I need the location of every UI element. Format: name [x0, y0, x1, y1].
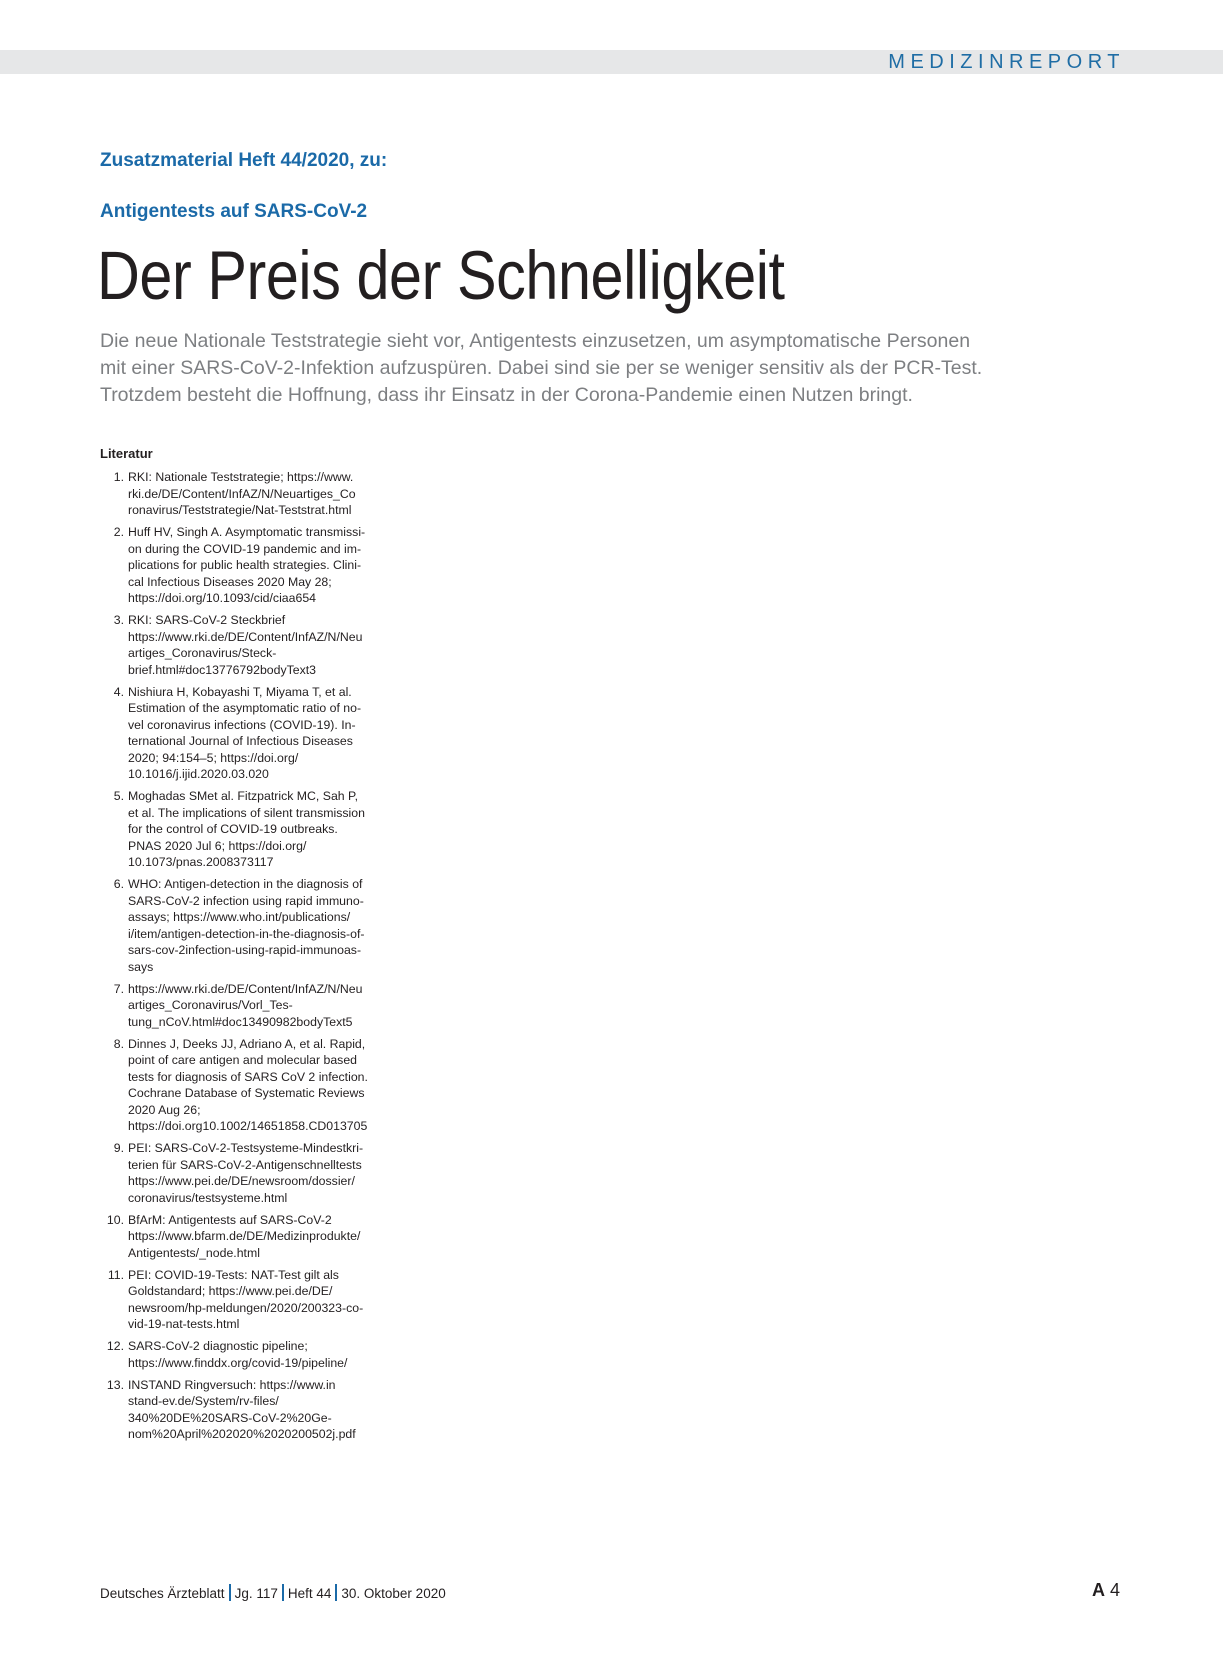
article-title: Der Preis der Schnelligkeit: [97, 237, 785, 314]
reference-text: [124, 469, 390, 519]
reference-line: Dinnes J, Deeks JJ, Adriano A, et al. Rapid,: [128, 1036, 366, 1051]
reference-item: [100, 1140, 390, 1206]
reference-item: [100, 1377, 390, 1443]
reference-number: 5.: [113, 789, 124, 803]
reference-text: [124, 1267, 390, 1333]
reference-line: artiges_Coronavirus/Steck-: [128, 646, 277, 660]
reference-line: INSTAND Ringversuch: https://www.in: [128, 1377, 336, 1392]
reference-number: 6.: [113, 877, 124, 891]
reference-line: vid-19-nat-tests.html: [128, 1317, 240, 1331]
reference-number: 4.: [113, 684, 124, 699]
footer-separator: [335, 1584, 337, 1601]
reference-item: [100, 524, 390, 607]
reference-line: tests for diagnosis of SARS CoV 2 infection.: [128, 1069, 368, 1084]
reference-item: [100, 981, 390, 1031]
reference-number: 7.: [113, 981, 124, 996]
reference-number: 10.: [106, 1212, 124, 1227]
page-prefix: A: [1091, 1580, 1105, 1600]
reference-line: https://www.finddx.org/covid-19/pipeline/: [128, 1355, 348, 1370]
reference-line: rki.de/DE/Content/InfAZ/N/Neuartiges_Co: [128, 486, 356, 501]
reference-text: [124, 981, 390, 1031]
reference-line: WHO: Antigen-detection in the diagnosis of: [128, 877, 363, 891]
reference-item: [100, 1338, 390, 1371]
reference-number: 3.: [113, 613, 124, 627]
reference-line: RKI: SARS-CoV-2 Steckbrief: [128, 613, 286, 627]
reference-line: SARS-CoV-2 diagnostic pipeline;: [128, 1339, 308, 1353]
lead-line: Trotzdem besteht die Hoffnung, dass ihr Einsatz in der Corona-Pandemie einen Nutzen bringt.: [100, 384, 913, 406]
reference-text: [124, 1036, 390, 1135]
lead-line: mit einer SARS-CoV-2-Infektion aufzuspüren. Dabei sind sie per se weniger sensitiv als der PCR-Test.: [100, 357, 983, 379]
publication-date: 30. Oktober 2020: [341, 1586, 446, 1601]
reference-line: sars-cov-2infection-using-rapid-immunoas-: [128, 943, 362, 957]
reference-text: [124, 684, 390, 783]
reference-text: [124, 876, 390, 975]
reference-line: Goldstandard; https://www.pei.de/DE/: [128, 1284, 333, 1298]
reference-line: https://www.pei.de/DE/newsroom/dossier/: [128, 1174, 355, 1188]
reference-line: vel coronavirus infections (COVID-19). In-: [128, 717, 356, 732]
literature-heading: Literatur: [100, 446, 153, 461]
reference-line: Moghadas SMet al. Fitzpatrick MC, Sah P,: [128, 789, 359, 803]
reference-line: Cochrane Database of Systematic Reviews: [128, 1086, 365, 1100]
lead-line: Die neue Nationale Teststrategie sieht vor, Antigentests einzusetzen, um asymptomatische Personen: [100, 330, 971, 352]
footer: [100, 1584, 446, 1601]
reference-line: https://doi.org/10.1093/cid/ciaa654: [128, 591, 317, 605]
reference-line: ronavirus/Teststrategie/Nat-Teststrat.html: [128, 503, 352, 517]
reference-item: [100, 1212, 390, 1262]
reference-line: RKI: Nationale Teststrategie; https://www.: [128, 470, 354, 484]
reference-item: [100, 612, 390, 678]
reference-line: ternational Journal of Infectious Diseases: [128, 734, 353, 748]
reference-line: for the control of COVID-19 outbreaks.: [128, 822, 338, 836]
reference-line: https://www.rki.de/DE/Content/InfAZ/N/Neu: [128, 981, 363, 996]
reference-line: on during the COVID-19 pandemic and im-: [128, 541, 362, 556]
reference-line: Estimation of the asymptomatic ratio of no-: [128, 701, 362, 715]
reference-line: https://www.bfarm.de/DE/Medizinprodukte/: [128, 1229, 361, 1243]
reference-line: newsroom/hp-meldungen/2020/200323-co-: [128, 1300, 364, 1315]
reference-line: 10.1073/pnas.2008373117: [128, 855, 274, 869]
reference-item: [100, 469, 390, 519]
article-kicker: Antigentests auf SARS-CoV-2: [100, 201, 368, 222]
reference-text: [124, 1338, 390, 1371]
reference-line: PEI: COVID-19-Tests: NAT-Test gilt als: [128, 1267, 339, 1282]
reference-number: 9.: [113, 1141, 124, 1155]
reference-number: 2.: [113, 525, 124, 539]
reference-line: assays; https://www.who.int/publications/: [128, 910, 351, 924]
reference-list: [100, 469, 390, 1448]
reference-text: [124, 1377, 390, 1443]
reference-line: 2020; 94:154–5; https://doi.org/: [128, 750, 299, 765]
reference-line: Huff HV, Singh A. Asymptomatic transmissi-: [128, 525, 366, 539]
reference-line: artiges_Coronavirus/Vorl_Tes-: [128, 998, 293, 1012]
reference-line: tung_nCoV.html#doc13490982bodyText5: [128, 1014, 353, 1029]
reference-number: 8.: [113, 1036, 124, 1051]
reference-line: plications for public health strategies. Clini-: [128, 558, 362, 572]
reference-number: 13.: [106, 1377, 124, 1392]
article-lead: [100, 328, 1000, 409]
supplement-note: Zusatzmaterial Heft 44/2020, zu:: [100, 150, 388, 171]
reference-item: [100, 788, 390, 871]
reference-text: [124, 1140, 390, 1206]
reference-line: Nishiura H, Kobayashi T, Miyama T, et al.: [128, 684, 352, 699]
reference-line: https://doi.org10.1002/14651858.CD013705: [128, 1119, 368, 1133]
footer-separator: [229, 1584, 231, 1601]
reference-line: PEI: SARS-CoV-2-Testsysteme-Mindestkri-: [128, 1141, 364, 1155]
reference-line: terien für SARS-CoV-2-Antigenschnelltests: [128, 1157, 362, 1172]
reference-line: i/item/antigen-detection-in-the-diagnosis-of-: [128, 926, 365, 941]
reference-text: [124, 788, 390, 871]
journal-name: Deutsches Ärzteblatt: [100, 1586, 225, 1601]
reference-line: nom%20April%202020%2020200502j.pdf: [128, 1427, 356, 1441]
reference-text: [124, 612, 390, 678]
reference-line: cal Infectious Diseases 2020 May 28;: [128, 574, 332, 589]
reference-line: PNAS 2020 Jul 6; https://doi.org/: [128, 838, 307, 853]
reference-number: 11.: [107, 1267, 124, 1282]
reference-line: coronavirus/testsysteme.html: [128, 1190, 288, 1205]
reference-line: 340%20DE%20SARS-CoV-2%20Ge-: [128, 1410, 332, 1425]
reference-item: [100, 1267, 390, 1333]
journal-volume: Jg. 117: [234, 1586, 278, 1601]
reference-line: et al. The implications of silent transmission: [128, 805, 365, 820]
page-number: [1092, 1580, 1120, 1601]
reference-number: 1.: [113, 470, 124, 484]
journal-issue: Heft 44: [287, 1586, 332, 1601]
reference-line: SARS-CoV-2 infection using rapid immuno-: [128, 893, 364, 908]
reference-line: 10.1016/j.ijid.2020.03.020: [128, 767, 269, 781]
reference-line: says: [128, 959, 154, 974]
reference-item: [100, 1036, 390, 1135]
reference-item: [100, 876, 390, 975]
reference-line: stand-ev.de/System/rv-files/: [128, 1394, 279, 1408]
reference-number: 12.: [106, 1339, 124, 1353]
reference-text: [124, 524, 390, 607]
footer-separator: [282, 1584, 284, 1601]
reference-line: Antigentests/_node.html: [128, 1245, 260, 1260]
reference-item: [100, 684, 390, 783]
reference-line: https://www.rki.de/DE/Content/InfAZ/N/Neu: [128, 629, 363, 644]
reference-line: point of care antigen and molecular based: [128, 1053, 358, 1067]
reference-line: 2020 Aug 26;: [128, 1102, 201, 1117]
section-label: MEDIZINREPORT: [888, 51, 1125, 73]
reference-line: brief.html#doc13776792bodyText3: [128, 662, 317, 677]
reference-text: [124, 1212, 390, 1262]
page-number-value: 4: [1109, 1580, 1120, 1600]
reference-line: BfArM: Antigentests auf SARS-CoV-2: [128, 1212, 332, 1227]
